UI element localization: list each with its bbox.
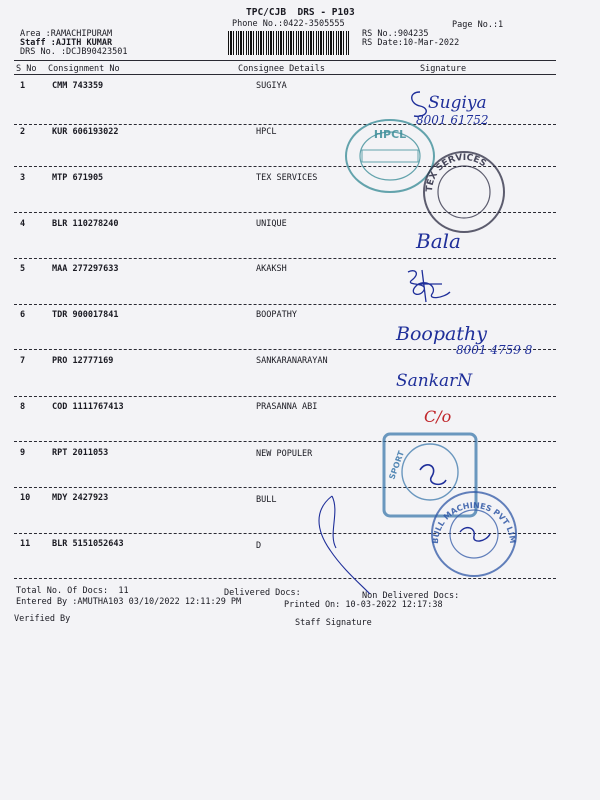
staff-signature-label: Staff Signature [295,618,372,628]
row-number: 10 [20,493,31,503]
consignment-number: TDR 900017841 [52,310,119,320]
svg-text:SankarN: SankarN [396,371,473,391]
drs-number: DRS No. :DCJB90423501 [20,47,128,57]
row-number: 7 [20,356,26,366]
consignee-name: HPCL [256,127,277,137]
rs-date: RS Date:10-Mar-2022 [362,38,460,48]
row-number: 8 [20,402,26,412]
area-field: Area :RAMACHIPURAM [20,29,113,39]
consignment-number: MDY 2427923 [52,493,109,503]
rs-number: RS No.:904235 [362,29,429,39]
svg-text:Bala: Bala [416,229,461,253]
non-delivered-docs: Non Delivered Docs: [362,591,460,601]
consignee-name: BULL [256,495,277,505]
consignment-number: BLR 110278240 [52,219,119,229]
consignee-name: UNIQUE [256,219,287,229]
signature-akaksh-scribble [398,264,468,306]
consignee-name: SANKARANARAYAN [256,356,328,366]
consignee-name: PRASANNA ABI [256,402,318,412]
svg-text:8001 4759 8: 8001 4759 8 [456,343,533,357]
row-number: 4 [20,219,26,229]
col-consignment: Consignment No [48,64,120,74]
row-number: 2 [20,127,26,137]
consignment-number: MTP 671905 [52,173,104,183]
svg-text:TEX SERVICES: TEX SERVICES [424,152,488,193]
row-number: 3 [20,173,26,183]
phone-number: Phone No.:0422-3505555 [232,19,345,29]
svg-text:Sugiya: Sugiya [428,93,487,113]
verified-by: Verified By [14,614,71,624]
stamp-tex-services [418,148,508,234]
total-docs: Total No. Of Docs: 11 [16,586,129,596]
row-number: 6 [20,310,26,320]
document-title: TPC/CJB DRS - P103 [246,7,355,18]
consignee-name: NEW POPULER [256,449,313,459]
entered-by: Entered By :AMUTHA103 03/10/2022 12:11:29 PM [16,597,242,607]
consignee-name: AKAKSH [256,264,287,274]
row-number: 5 [20,264,26,274]
svg-text:BULL MACHINES PVT LIMITED: BULL MACHINES PVT LIMITED [420,481,518,545]
row-number: 1 [20,81,26,91]
consignment-number: MAA 277297633 [52,264,119,274]
consignee-name: BOOPATHY [256,310,297,320]
row-divider [14,304,556,305]
row-number: 11 [20,539,31,549]
consignee-name: TEX SERVICES [256,173,318,183]
row-number: 9 [20,448,26,458]
col-signature: Signature [420,64,467,74]
consignment-number: RPT 2011053 [52,448,109,458]
page-number: Page No.:1 [452,20,504,30]
col-sno: S No [16,64,37,74]
consignment-number: PRO 12777169 [52,356,114,366]
consignee-name: D [256,541,262,551]
svg-text:Boopathy: Boopathy [396,323,487,345]
consignment-number: CMM 743359 [52,81,104,91]
pen-stroke [300,490,390,600]
signature-boopathy [392,314,562,362]
header-rule [14,60,556,61]
stamp-bull-machines [420,481,524,580]
consignment-number: KUR 606193022 [52,127,119,137]
signature-c-o [422,400,462,430]
svg-text:8001 61752: 8001 61752 [416,113,489,127]
printed-on: Printed On: 10-03-2022 12:17:38 [284,600,443,610]
delivered-docs: Delivered Docs: [224,588,301,598]
consignee-name: SUGIYA [256,81,287,91]
consignment-number: BLR 5151052643 [52,539,124,549]
svg-text:C/o: C/o [424,407,452,426]
barcode [228,31,350,55]
row-divider [14,258,556,259]
staff-field: Staff :AJITH KUMAR [20,38,113,48]
signature-sankaran [394,362,494,398]
col-consignee: Consignee Details [238,64,325,74]
svg-text:HPCL: HPCL [373,128,407,141]
column-header-rule [14,74,556,75]
svg-text:SPORT: SPORT [387,449,407,481]
consignment-number: COD 1111767413 [52,402,124,412]
